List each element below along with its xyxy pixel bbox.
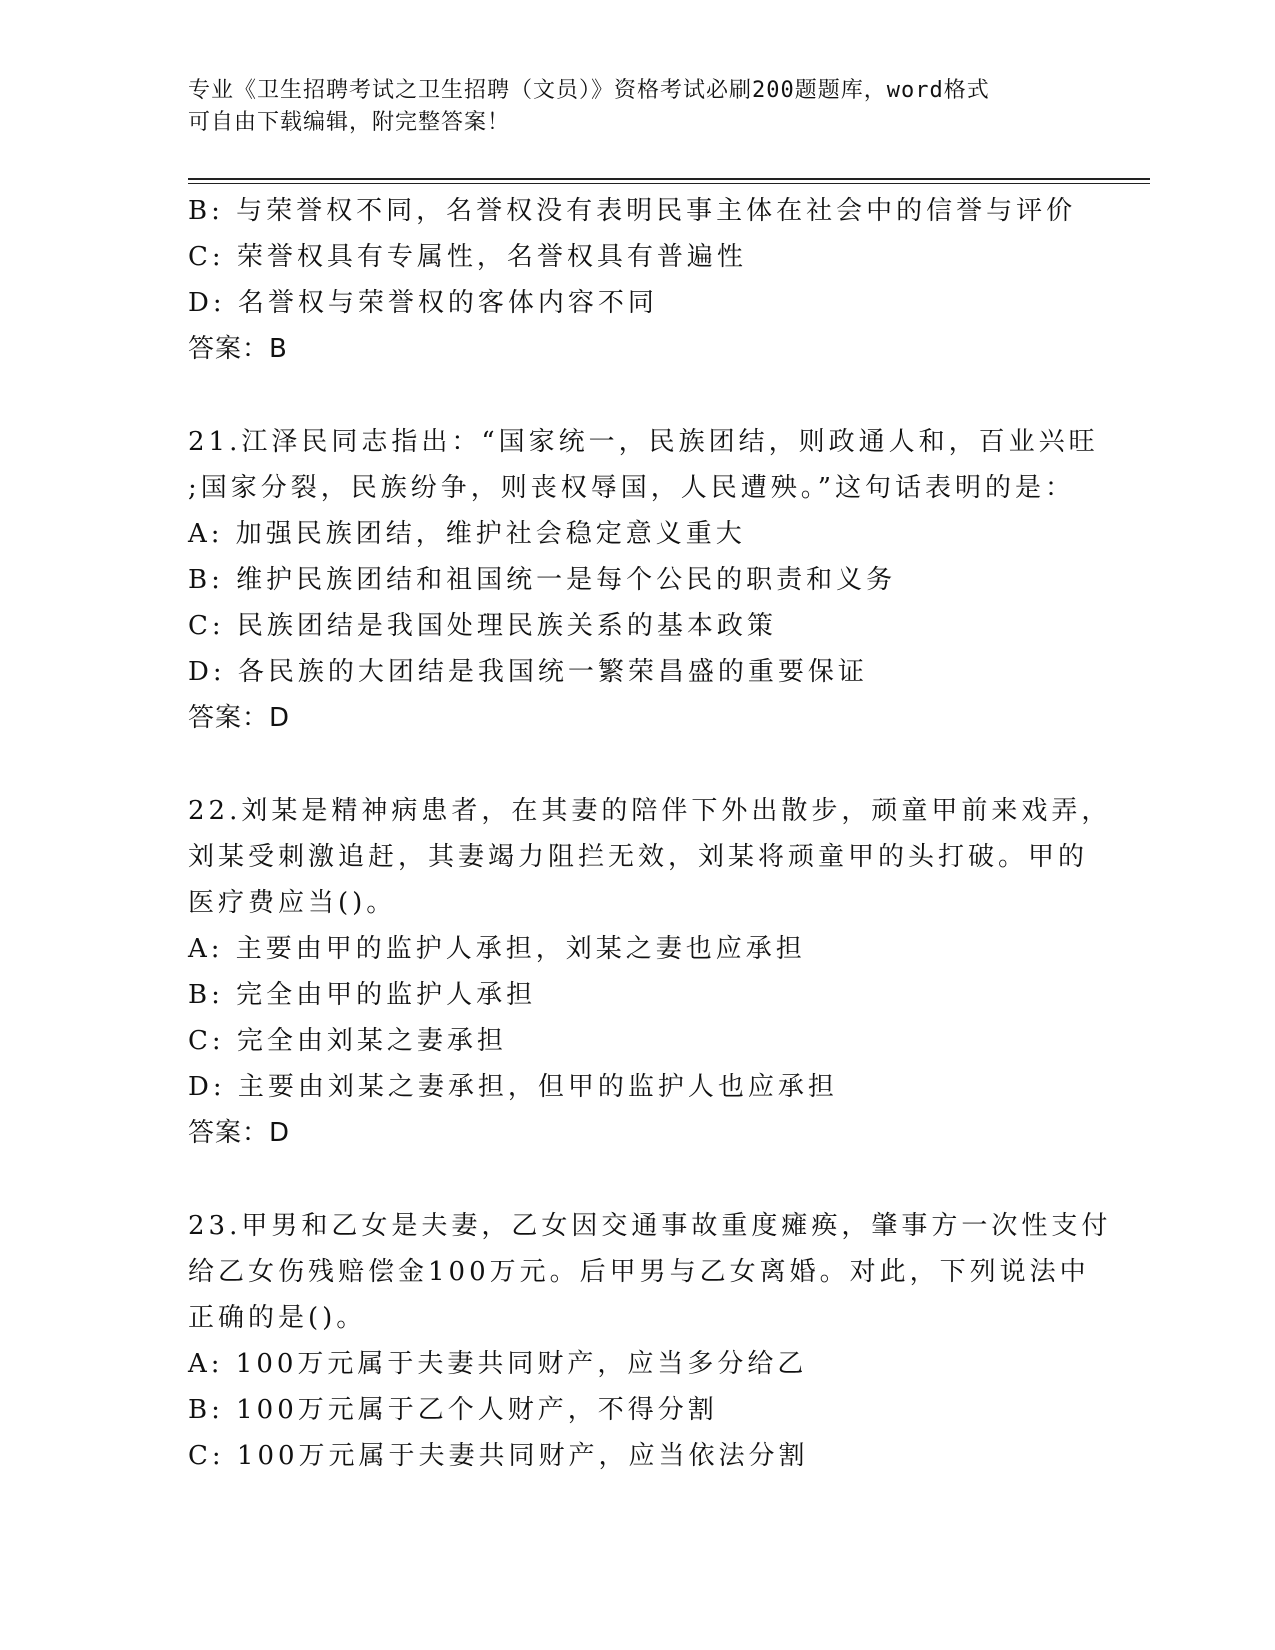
question-list <box>188 188 1112 1479</box>
question-stem-line: 21.江泽民同志指出：“国家统一，民族团结，则政通人和，百业兴旺 <box>188 427 1099 457</box>
question-stem-line: 22.刘某是精神病患者，在其妻的陪伴下外出散步，顽童甲前来戏弄， <box>188 796 1112 826</box>
option-c: C: 荣誉权具有专属性，名誉权具有普遍性 <box>188 242 747 272</box>
option-a: A: 100万元属于夫妻共同财产，应当多分给乙 <box>188 1349 808 1379</box>
block-spacer <box>188 741 1088 788</box>
question-block-21 <box>188 419 1099 741</box>
option-d: D: 名誉权与荣誉权的客体内容不同 <box>188 288 658 318</box>
header-line-1: 专业《卫生招聘考试之卫生招聘（文员）》资格考试必刷200题题库，word格式 <box>188 78 990 103</box>
option-c: C: 100万元属于夫妻共同财产，应当依法分割 <box>188 1441 809 1471</box>
option-b: B: 与荣誉权不同，名誉权没有表明民事主体在社会中的信誉与评价 <box>188 196 1077 226</box>
option-d: D: 主要由刘某之妻承担，但甲的监护人也应承担 <box>188 1072 838 1102</box>
document-header <box>188 75 1088 139</box>
answer-line: 答案：D <box>188 1118 291 1148</box>
answer-line: 答案：B <box>188 334 288 364</box>
question-stem-line: ;国家分裂，民族纷争，则丧权辱国，人民遭殃。”这句话表明的是： <box>188 473 1076 503</box>
option-b: B: 100万元属于乙个人财产，不得分割 <box>188 1395 718 1425</box>
question-stem-line: 正确的是()。 <box>188 1303 367 1333</box>
option-a: A: 主要由甲的监护人承担，刘某之妻也应承担 <box>188 934 806 964</box>
option-b: B: 维护民族团结和祖国统一是每个公民的职责和义务 <box>188 565 897 595</box>
header-divider-thick <box>188 178 1150 180</box>
question-stem-line: 给乙女伤残赔偿金100万元。后甲男与乙女离婚。对此，下列说法中 <box>188 1257 1090 1287</box>
option-c: C: 完全由刘某之妻承担 <box>188 1026 507 1056</box>
question-stem-line: 23.甲男和乙女是夫妻，乙女因交通事故重度瘫痪，肇事方一次性支付 <box>188 1211 1112 1241</box>
option-a: A: 加强民族团结，维护社会稳定意义重大 <box>188 519 746 549</box>
question-block-23 <box>188 1203 1112 1479</box>
option-d: D: 各民族的大团结是我国统一繁荣昌盛的重要保证 <box>188 657 868 687</box>
header-divider-thin <box>188 183 1150 184</box>
block-spacer <box>188 1156 1088 1203</box>
option-c: C: 民族团结是我国处理民族关系的基本政策 <box>188 611 777 641</box>
header-line-2: 可自由下载编辑，附完整答案！ <box>188 110 511 135</box>
block-spacer <box>188 372 1088 419</box>
answer-line: 答案：D <box>188 703 291 733</box>
question-block-22 <box>188 788 1112 1156</box>
question-stem-line: 刘某受刺激追赶，其妻竭力阻拦无效，刘某将顽童甲的头打破。甲的 <box>188 842 1089 872</box>
question-block-20-tail <box>188 188 1088 372</box>
question-stem-line: 医疗费应当()。 <box>188 888 397 918</box>
option-b: B: 完全由甲的监护人承担 <box>188 980 537 1010</box>
